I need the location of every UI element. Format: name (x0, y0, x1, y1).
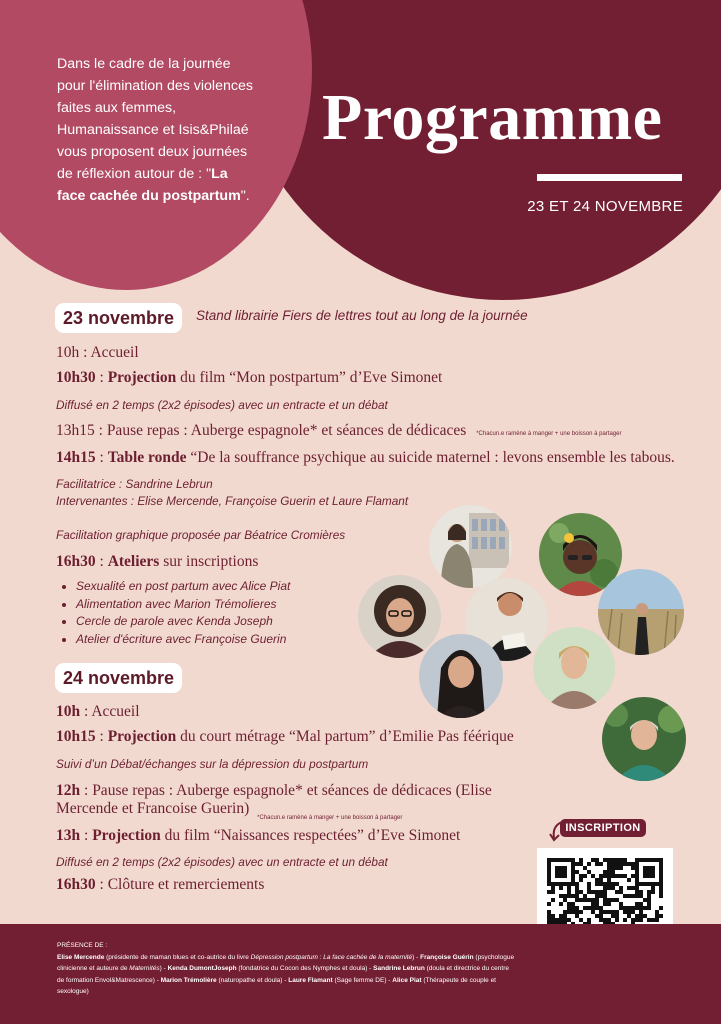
day1-note-facilitation: Facilitation graphique proposée par Béatrice Cromières (56, 528, 346, 542)
speaker-photo-blonde (533, 627, 615, 709)
day1-item-repas: 13h15 : Pause repas : Auberge espagnole* et séances de dédicaces *Chacun.e ramène à manger + une boisson à partager (56, 422, 622, 439)
day1-item-table-ronde: 14h15 : Table ronde “De la souffrance psychique au suicide maternel : levons ensemble les tabous. (56, 449, 675, 466)
day1-item-ateliers: 16h30 : Ateliers sur inscriptions (56, 553, 259, 570)
day1-label: 23 novembre (55, 303, 182, 333)
day1-note-facilitatrice: Facilitatrice : Sandrine Lebrun (56, 477, 213, 491)
day2-note-diffusion: Diffusé en 2 temps (2x2 épisodes) avec un entracte et un débat (56, 855, 388, 869)
day1-note-diffusion: Diffusé en 2 temps (2x2 épisodes) avec un entracte et un débat (56, 398, 388, 412)
event-dates: 23 ET 24 NOVEMBRE (527, 198, 683, 215)
day1-note-intervenantes: Intervenantes : Elise Mercende, Françoise Guerin et Laure Flamant (56, 494, 409, 508)
day2-item-cloture: 16h30 : Clôture et remerciements (56, 876, 265, 893)
atelier-item: • Cercle de parole avec Kenda Joseph (76, 613, 290, 631)
inscription-label: INSCRIPTION (560, 819, 646, 837)
page-title: Programme (322, 81, 663, 154)
day2-label: 24 novembre (55, 663, 182, 693)
speaker-photo-librarian (429, 505, 512, 588)
day2-item-repas: 12h : Pause repas : Auberge espagnole* et séances de dédicaces (Elise (56, 782, 492, 799)
intro-paragraph: Dans le cadre de la journée pour l'élimination des violences faites aux femmes, Humanaissance et Isis&Philaé vous proposent deux journées de réflexion autour de : (57, 56, 253, 182)
intro-text-block: Dans le cadre de la journée pour l'élimination des violences faites aux femmes, Humanaissance et Isis&Philaé vous proposent deux journées de réflexion autour de : "La face cachée du postpartum". (57, 56, 253, 204)
day1-stand-note: Stand librairie Fiers de lettres tout au long de la journée (196, 308, 528, 323)
footer-presence (57, 940, 517, 998)
atelier-item: • Atelier d'écriture avec Françoise Guerin (76, 631, 290, 649)
day2-item-projection: 10h15 : Projection du court métrage “Mal partum” d’Emilie Pas féérique (56, 728, 514, 745)
ateliers-list (56, 578, 290, 648)
day2-item-repas-cont: Mercende et Francoise Guerin) $_{*Chacun.e ramène à manger + une boisson à partager}$ (56, 800, 403, 821)
speaker-photo-greenery (602, 697, 686, 781)
day1-item-projection: 10h30 : Projection du film “Mon postpartum” d’Eve Simonet (56, 369, 443, 386)
speaker-photo-field (598, 569, 684, 655)
footer-heading: PRÉSENCE DE : (57, 942, 108, 949)
title-underline (537, 174, 682, 181)
footer-body: Elise Mercende (présidente de maman blues et co-autrice du livre Dépression postpartum : La face cachée de la maternité) - Françoise Guérin (psychologue clinicienne et auteure de Maternités) - Kenda DumontJoseph (fondatrice du Cocon des Nymphes et doula) - Sandrine Lebrun (doula et directrice du centre de formation Envol&Matrescence) - Marion Trémolière (naturopathe et doula) - Laure Flamant (Sage femme DE) - Alice Piat (Thérapeute de couple et sexologue) (57, 953, 515, 995)
day2-item-accueil: 10h : Accueil (56, 703, 140, 720)
intro-theme: La face cachée du postpartum (57, 166, 241, 204)
speaker-photo-darkhair (419, 634, 503, 718)
day2-note-debat: Suivi d’un Débat/échanges sur la dépression du postpartum (56, 757, 369, 771)
speaker-photo-curly (358, 575, 441, 658)
day1-item-accueil: 10h : Accueil (56, 344, 139, 361)
day2-item-projection-2: 13h : Projection du film “Naissances respectées” d’Eve Simonet (56, 827, 461, 844)
atelier-item: • Sexualité en post partum avec Alice Piat (76, 578, 290, 596)
atelier-item: • Alimentation avec Marion Trémolieres (76, 596, 290, 614)
